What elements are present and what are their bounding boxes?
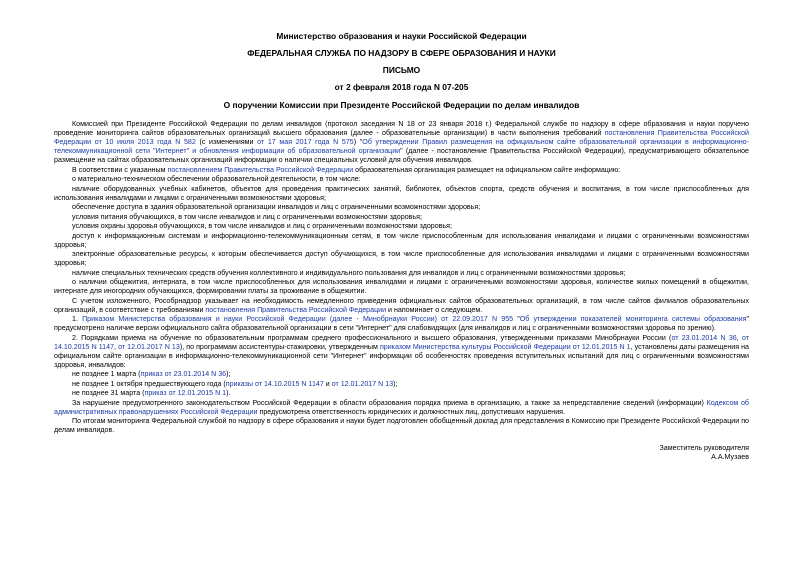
signature-position: Заместитель руководителя: [659, 444, 749, 452]
link-order-955[interactable]: Приказом Министерства образования и науки Российской Федерации (далее - Минобрнауки России) от 22.09.2017 N 955: [82, 315, 514, 323]
link-deadline-order-13[interactable]: от 12.01.2017 N 13: [331, 379, 394, 388]
link-deadline-order-36[interactable]: приказ от 23.01.2014 N 36: [140, 370, 227, 378]
list-item: наличие оборудованных учебных кабинетов, объектов для проведения практических занятий, библиотек, объектов спорта, средств обучения и воспитания, в том числе приспособленных для использования инвалидами и лицами с ограниченными возможностями здоровья;: [54, 184, 749, 202]
paragraph-point-1: 1. Приказом Министерства образования и науки Российской Федерации (далее - Минобрнауки России) от 22.09.2017 N 955 "Об утверждении показателей мониторинга системы образования" предусмотрено наличие версии официального сайта образовательной организации в сети "Интернет" для слабовидящих (для инвалидов и лиц с ограниченными возможностями здоровья по зрению).: [54, 315, 749, 332]
link-resolution-582[interactable]: постановления Правительства Российской Федерации от 10 июля 2013 года N 582: [54, 129, 749, 146]
link-administrative-code[interactable]: Кодексом об административных правонарушениях Российской Федерации: [54, 398, 749, 416]
paragraph-commission: Комиссией при Президенте Российской Федерации по делам инвалидов (протокол заседания N 18 от 23 января 2018 г.) Федеральной службе по надзору в сфере образования и науки поручено проведение мониторинга сайтов образовательных организаций высшего образования (далее - образовательные организации) в части выполнения требований постановления Правительства Российской Федерации от 10 июля 2013 года N 582 (с изменениями от 17 мая 2017 года N 575) "Об утверждении Правил размещения на официальном сайте образовательной организации в информационно-телекоммуникационной сети "Интернет" и обновления информации об образовательной организации" (далее - постановление Правительства Российской Федерации), предусматривающего обязательное размещение на сайтах образовательных организаций информации о наличии специальных условий для обучения инвалидов.: [54, 120, 750, 164]
deadline-item: не позднее 1 марта (приказ от 23.01.2014 N 36);: [72, 370, 231, 378]
link-deadline-order-1[interactable]: приказ от 12.01.2015 N 1: [144, 389, 227, 397]
service-heading: ФЕДЕРАЛЬНАЯ СЛУЖБА ПО НАДЗОРУ В СФЕРЕ ОБРАЗОВАНИЯ И НАУКИ: [247, 48, 556, 58]
paragraph-point-2: 2. Порядками приема на обучение по образовательным программам среднего профессионального и высшего образования, утвержденными приказами Минобрнауки России (от 23.01.2014 N 36, от 14.10.2015 N 1147, от 12.01.2017 N 13), по программам ассистентуры-стажировки, утвержденным приказом Министерства культуры Российской Федерации от 12.01.2015 N 1, установлены даты размещения на официальном сайте организации в информационно-телекоммуникационной сети "Интернет" информации об особенностях проведения вступительных испытаний для лиц с ограниченными возможностями здоровья, инвалидов:: [54, 333, 749, 369]
link-government-resolution-2[interactable]: постановления Правительства Российской Федерации: [205, 305, 387, 314]
subject-heading: О поручении Комиссии при Президенте Российской Федерации по делам инвалидов: [223, 100, 580, 110]
paragraph-according: В соответствии с указанным постановлением Правительства Российской Федерации образовательная организация размещает на официальном сайте информацию:: [72, 165, 621, 174]
link-order-36[interactable]: от 23.01.2014 N 36: [671, 333, 737, 342]
doc-type-heading: ПИСЬМО: [382, 65, 421, 75]
list-item: о материально-техническом обеспечении образовательной деятельности, в том числе:: [72, 175, 361, 183]
list-item: обеспечение доступа в здания образовательной организации инвалидов и лиц с ограниченными возможностями здоровья;: [72, 203, 481, 211]
list-item: о наличии общежития, интерната, в том числе приспособленных для использования инвалидами и лицами с ограниченными возможностями здоровья, количестве жилых помещений в общежитии, интернате для иногородних обучающихся, формировании платы за проживание в общежитии.: [54, 278, 749, 295]
date-number-heading: от 2 февраля 2018 года N 07-205: [334, 82, 469, 92]
ministry-heading: Министерство образования и науки Российской Федерации: [276, 31, 527, 41]
paragraph-considering: С учетом изложенного, Рособрнадзор указывает на необходимость немедленного приведения официальных сайтов образовательных организаций, в том числе сайтов филиалов образовательных организаций, в соответствие с требованиями постановления Правительства Российской Федерации и напоминает о следующем.: [54, 296, 749, 314]
paragraph-results: По итогам мониторинга Федеральной службой по надзору в сфере образования и науки будет подготовлен обобщенный доклад для представления в Комиссию при Президенте Российской Федерации по делам инвалидов.: [54, 417, 749, 434]
list-item: электронные образовательные ресурсы, к которым обеспечивается доступ обучающихся, в том числе приспособленные для использования инвалидами и лицами с ограниченными возможностями здоровья;: [54, 250, 749, 267]
link-culture-order-1[interactable]: приказом Министерства культуры Российской Федерации от 12.01.2015 N 1: [379, 342, 631, 351]
list-item: доступ к информационным системам и информационно-телекоммуникационным сетям, в том числе приспособленным для использования инвалидами и лицами с ограниченными возможностями здоровья;: [54, 231, 749, 249]
list-item: условия охраны здоровья обучающихся, в том числе инвалидов и лиц с ограниченными возможностями здоровья;: [72, 222, 452, 230]
link-government-resolution[interactable]: постановлением Правительства Российской Федерации: [167, 165, 354, 174]
list-item: условия питания обучающихся, в том числе инвалидов и лиц с ограниченными возможностями здоровья;: [72, 212, 422, 221]
link-monitoring-indicators[interactable]: Об утверждении показателей мониторинга системы образования: [519, 315, 747, 323]
signature-block: [54, 444, 749, 462]
deadline-item: не позднее 31 марта (приказ от 12.01.2015 N 1).: [72, 389, 231, 397]
link-rules-title[interactable]: Об утверждении Правил размещения на официальном сайте образовательной организации в информационно-телекоммуникационной сети "Интернет" и обновления информации об образовательной организации: [54, 138, 749, 155]
link-order-13[interactable]: от 12.01.2017 N 13: [118, 342, 180, 351]
paragraph-liability: За нарушение предусмотренного законодательством Российской Федерации в области образования порядка приема в организацию, а также за непредставление сведений (информации) Кодексом об административных правонарушениях Российской Федерации предусмотрена ответственность юридических и должностных лиц, допустивших нарушения.: [54, 398, 749, 416]
deadline-item: не позднее 1 октября предшествующего года (приказы от 14.10.2015 N 1147 и от 12.01.2017 N 13);: [72, 379, 398, 388]
link-deadline-order-1147[interactable]: приказы от 14.10.2015 N 1147: [225, 379, 324, 388]
link-order-1147[interactable]: от 14.10.2015 N 1147: [54, 333, 749, 351]
list-item: наличие специальных технических средств обучения коллективного и индивидуального пользования для инвалидов и лиц с ограниченными возможностями здоровья;: [72, 268, 626, 277]
signature-name: А.А.Музаев: [711, 453, 749, 461]
link-amendment-575[interactable]: от 17 мая 2017 года N 575: [257, 138, 354, 146]
